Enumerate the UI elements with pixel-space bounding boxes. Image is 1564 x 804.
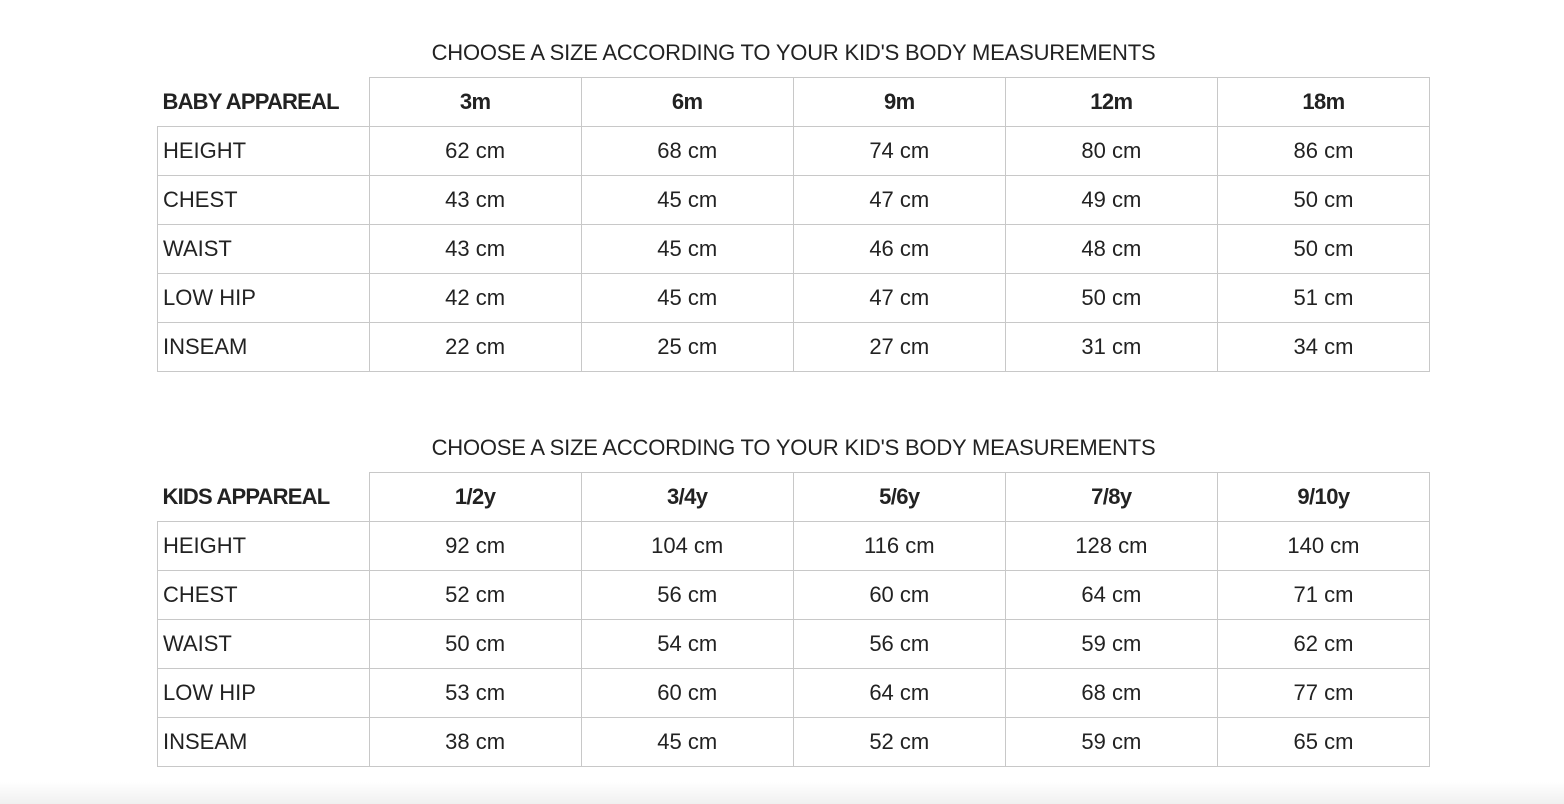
table-cell: 43 cm: [369, 225, 581, 274]
table-row: [158, 274, 1430, 323]
table-cell: 52 cm: [793, 718, 1005, 767]
table-cell: 43 cm: [369, 176, 581, 225]
table-cell: 62 cm: [369, 127, 581, 176]
size-column-header: 9/10y: [1217, 473, 1429, 522]
size-column-header: 18m: [1217, 78, 1429, 127]
table-cell: 42 cm: [369, 274, 581, 323]
table-row: [158, 323, 1430, 372]
table-row: [158, 225, 1430, 274]
table-cell: 59 cm: [1005, 718, 1217, 767]
table-cell: 45 cm: [581, 274, 793, 323]
measurement-label: WAIST: [158, 620, 370, 669]
size-column-header: 6m: [581, 78, 793, 127]
table-cell: 50 cm: [369, 620, 581, 669]
table-cell: 45 cm: [581, 176, 793, 225]
table-row: [158, 571, 1430, 620]
table-cell: 64 cm: [1005, 571, 1217, 620]
size-column-header: 12m: [1005, 78, 1217, 127]
table-cell: 49 cm: [1005, 176, 1217, 225]
table-row: [158, 718, 1430, 767]
table-cell: 50 cm: [1217, 225, 1429, 274]
table-cell: 47 cm: [793, 176, 1005, 225]
table-cell: 45 cm: [581, 225, 793, 274]
page-bottom-shade: [0, 782, 1564, 804]
table-cell: 60 cm: [581, 669, 793, 718]
table-cell: 46 cm: [793, 225, 1005, 274]
table-cell: 54 cm: [581, 620, 793, 669]
table-cell: 48 cm: [1005, 225, 1217, 274]
table-row: [158, 522, 1430, 571]
measurement-label: CHEST: [158, 571, 370, 620]
table-cell: 64 cm: [793, 669, 1005, 718]
baby-size-caption: CHOOSE A SIZE ACCORDING TO YOUR KID'S BODY MEASUREMENTS: [431, 40, 1156, 65]
size-column-header: 3m: [369, 78, 581, 127]
table-title: BABY APPAREAL: [158, 78, 370, 127]
table-cell: 38 cm: [369, 718, 581, 767]
table-header-row: [158, 473, 1430, 522]
measurement-label: HEIGHT: [158, 127, 370, 176]
table-cell: 22 cm: [369, 323, 581, 372]
measurement-label: INSEAM: [158, 323, 370, 372]
table-cell: 128 cm: [1005, 522, 1217, 571]
size-column-header: 5/6y: [793, 473, 1005, 522]
table-cell: 65 cm: [1217, 718, 1429, 767]
measurement-label: LOW HIP: [158, 274, 370, 323]
table-cell: 68 cm: [581, 127, 793, 176]
table-cell: 47 cm: [793, 274, 1005, 323]
measurement-label: INSEAM: [158, 718, 370, 767]
table-cell: 71 cm: [1217, 571, 1429, 620]
table-cell: 45 cm: [581, 718, 793, 767]
table-header-row: [158, 78, 1430, 127]
kids-size-caption: CHOOSE A SIZE ACCORDING TO YOUR KID'S BODY MEASUREMENTS: [431, 435, 1156, 460]
kids-size-table: [157, 472, 1430, 767]
table-cell: 52 cm: [369, 571, 581, 620]
table-cell: 34 cm: [1217, 323, 1429, 372]
size-column-header: 9m: [793, 78, 1005, 127]
size-column-header: 3/4y: [581, 473, 793, 522]
table-cell: 25 cm: [581, 323, 793, 372]
table-cell: 59 cm: [1005, 620, 1217, 669]
table-cell: 86 cm: [1217, 127, 1429, 176]
size-column-header: 7/8y: [1005, 473, 1217, 522]
table-cell: 92 cm: [369, 522, 581, 571]
table-cell: 104 cm: [581, 522, 793, 571]
table-cell: 50 cm: [1217, 176, 1429, 225]
table-cell: 68 cm: [1005, 669, 1217, 718]
size-column-header: 1/2y: [369, 473, 581, 522]
table-cell: 60 cm: [793, 571, 1005, 620]
table-cell: 53 cm: [369, 669, 581, 718]
table-cell: 77 cm: [1217, 669, 1429, 718]
table-cell: 56 cm: [793, 620, 1005, 669]
table-cell: 31 cm: [1005, 323, 1217, 372]
table-cell: 116 cm: [793, 522, 1005, 571]
table-cell: 56 cm: [581, 571, 793, 620]
table-row: [158, 176, 1430, 225]
table-cell: 50 cm: [1005, 274, 1217, 323]
measurement-label: LOW HIP: [158, 669, 370, 718]
table-cell: 74 cm: [793, 127, 1005, 176]
table-cell: 51 cm: [1217, 274, 1429, 323]
measurement-label: CHEST: [158, 176, 370, 225]
table-row: [158, 127, 1430, 176]
table-cell: 80 cm: [1005, 127, 1217, 176]
table-cell: 27 cm: [793, 323, 1005, 372]
table-cell: 62 cm: [1217, 620, 1429, 669]
table-cell: 140 cm: [1217, 522, 1429, 571]
measurement-label: WAIST: [158, 225, 370, 274]
table-title: KIDS APPAREAL: [158, 473, 370, 522]
table-row: [158, 620, 1430, 669]
measurement-label: HEIGHT: [158, 522, 370, 571]
baby-size-table: [157, 77, 1430, 372]
table-row: [158, 669, 1430, 718]
